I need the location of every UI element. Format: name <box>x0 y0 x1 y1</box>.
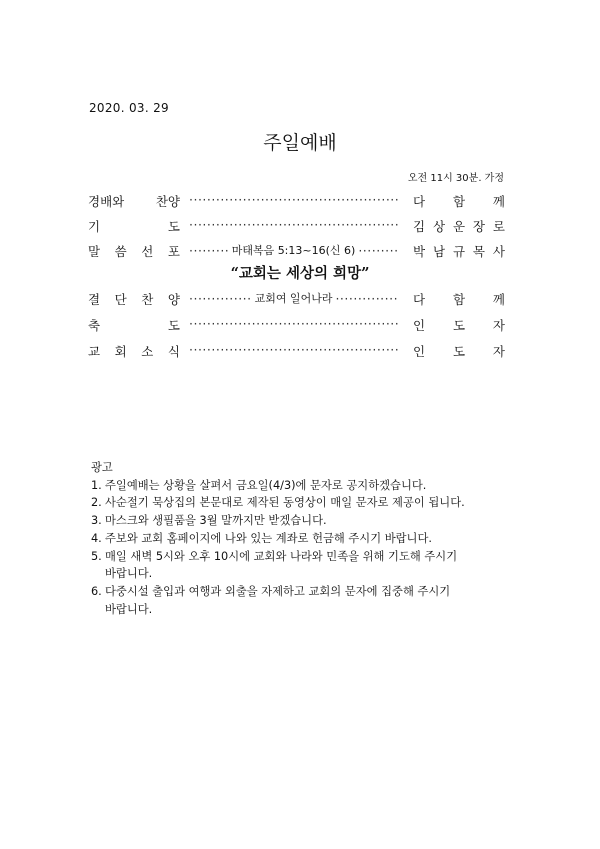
list-item: 3. 마스크와 생필품을 3월 말까지만 받겠습니다. <box>91 514 327 528</box>
hymn-title: 교회여 일어나라 <box>254 292 333 305</box>
service-date: 2020. 03. 29 <box>89 101 169 115</box>
order-row-benediction <box>88 316 505 336</box>
order-item-leader-dots <box>189 192 398 207</box>
order-item-leader: 다 함 께 <box>413 194 505 209</box>
order-row-prayer <box>88 217 505 237</box>
order-item-leader-dots <box>189 290 398 306</box>
announcements-heading: 광고 <box>91 461 113 474</box>
announcements-section <box>91 459 465 618</box>
order-item-leader-dots <box>189 316 398 331</box>
order-row-praise <box>88 192 505 212</box>
order-item-leader: 다 함 께 <box>413 292 505 307</box>
order-item-label: 말 씀 선 포 <box>88 244 180 259</box>
page-title: 주일예배 <box>263 132 337 154</box>
order-row-sermon <box>88 242 505 262</box>
order-item-leader: 박 남 규 목 사 <box>413 244 505 259</box>
sermon-title: “교회는 세상의 희망” <box>230 265 370 282</box>
order-item-label: 경배와 찬양 <box>88 194 180 209</box>
order-item-label: 축 도 <box>88 318 180 333</box>
list-item: 1. 주일예배는 상황을 살펴서 금요일(4/3)에 문자로 공지하겠습니다. <box>91 478 427 492</box>
order-row-response-hymn <box>88 290 505 310</box>
service-time: 오전 11시 30분. 가정 <box>407 173 504 184</box>
order-item-label: 교 회 소 식 <box>88 344 180 359</box>
scripture-reference: 마태복음 5:13~16(신 6) <box>231 244 356 257</box>
list-item: 5. 매일 새벽 5시와 오후 10시에 교회와 나라와 민족을 위해 기도해 주시기 바랍니다. <box>91 549 458 581</box>
order-item-leader-dots <box>189 342 398 357</box>
order-item-leader: 인 도 자 <box>413 318 505 333</box>
order-item-leader-dots <box>189 217 398 232</box>
order-item-leader: 인 도 자 <box>413 344 505 359</box>
list-item: 2. 사순절기 묵상집의 본문대로 제작된 동영상이 매일 문자로 제공이 됩니다. <box>91 496 465 510</box>
order-row-announcements <box>88 342 505 362</box>
order-item-leader-dots <box>189 242 398 258</box>
order-item-leader: 김 상 운 장 로 <box>413 219 505 234</box>
list-item: 4. 주보와 교회 홈페이지에 나와 있는 계좌로 헌금해 주시기 바랍니다. <box>91 531 432 545</box>
list-item: 6. 다중시설 출입과 여행과 외출을 자제하고 교회의 문자에 집중해 주시기 바랍니다. <box>91 584 451 616</box>
order-item-label: 기 도 <box>88 219 180 234</box>
order-item-label: 결 단 찬 양 <box>88 292 180 307</box>
